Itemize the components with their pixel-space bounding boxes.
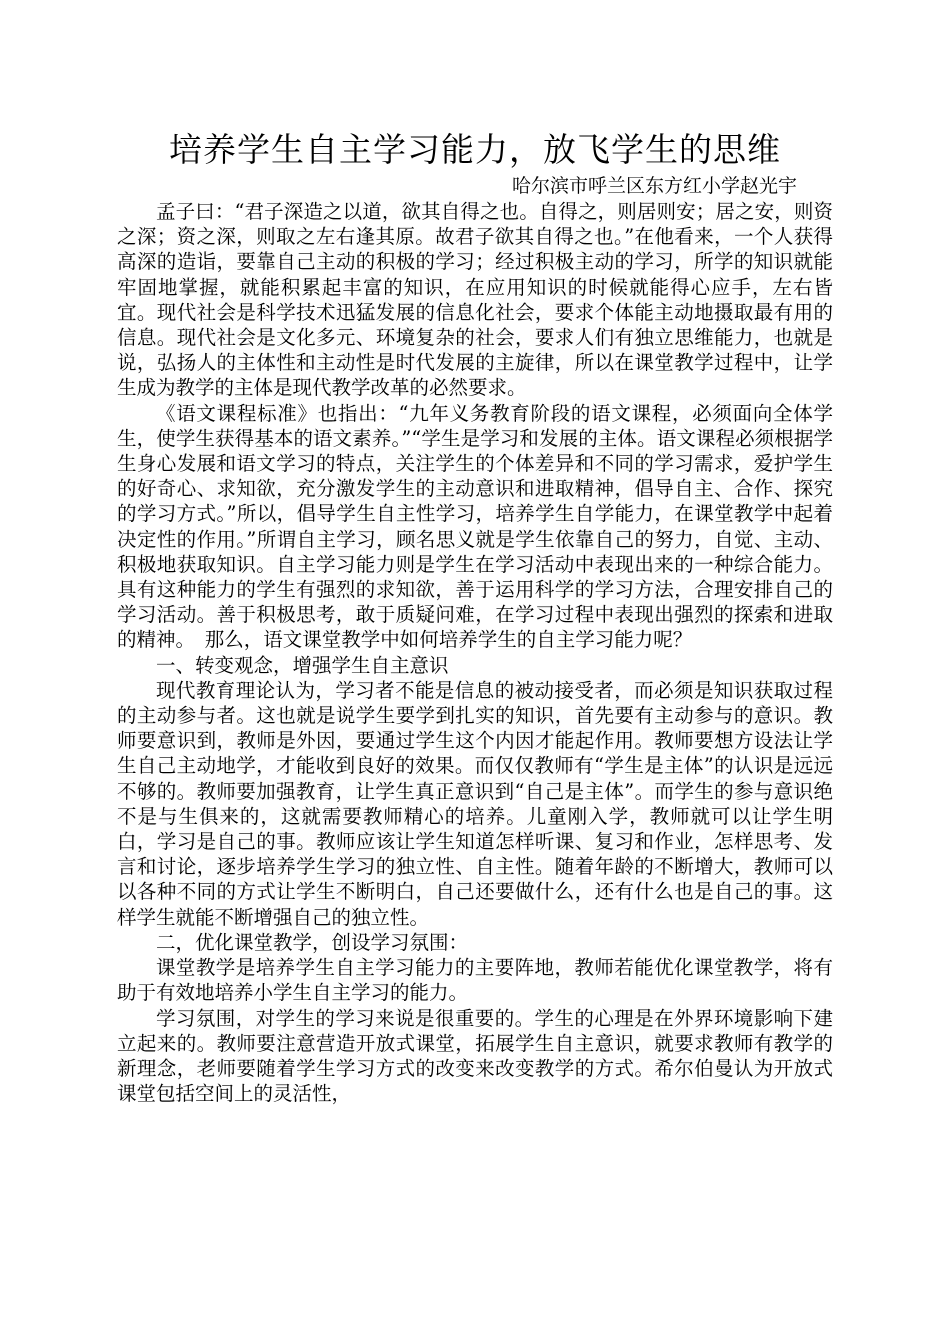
section-heading-1: 一、转变观念，增强学生自主意识 [156, 653, 449, 677]
paragraph-mencius-quote: 孟子曰：“君子深造之以道，欲其自得之也。自得之，则居则安；居之安，则资之深；资之深，则取之左右逢其原。故君子欲其自得之也。”在他看来，一个人获得高深的造诣，要靠自己主动的积极的学习；经过积极主动的学习，所学的知识就能牢固地掌握，就能积累起丰富的知识，在应用知识的时候就能得心应手，左右皆宜。现代社会是科学技术迅猛发展的信息化社会，要求个体能主动地摄取最有用的信息。现代社会是文化多元、环境复杂的社会，要求人们有独立思维能力，也就是说，弘扬人的主体性和主动性是时代发展的主旋律，所以在课堂教学过程中，让学生成为教学的主体是现代教学改革的必然要求。 [117, 200, 833, 400]
paragraph-modern-education-theory: 现代教育理论认为，学习者不能是信息的被动接受者，而必须是知识获取过程的主动参与者。这也就是说学生要学到扎实的知识，首先要有主动参与的意识。教师要意识到，教师是外因，要通过学生这个内因才能起作用。教师要想方设法让学生自己主动地学，才能收到良好的效果。而仅仅教师有“学生是主体”的认识是远远不够的。教师要加强教育，让学生真正意识到“自己是主体”。而学生的参与意识绝不是与生俱来的，这就需要教师精心的培养。儿童刚入学，教师就可以让学生明白，学习是自己的事。教师应该让学生知道怎样听课、复习和作业，怎样思考、发言和讨论，逐步培养学生学习的独立性、自主性。随着年龄的不断增大，教师可以以各种不同的方式让学生不断明白，自己还要做什么，还有什么也是自己的事。这样学生就能不断增强自己的独立性。 [117, 678, 833, 929]
author-line: 哈尔滨市呼兰区东方红小学赵光宇 [511, 175, 797, 197]
document-page [117, 128, 833, 1106]
section-heading-2: 二，优化课堂教学，创设学习氛围： [156, 930, 469, 954]
paragraph-curriculum-standard: 《语文课程标准》也指出：“九年义务教育阶段的语文课程，必须面向全体学生，使学生获得基本的语文素养。”“学生是学习和发展的主体。语文课程必须根据学生身心发展和语文学习的特点，关注学生的个体差异和不同的学习需求，爱护学生的好奇心、求知欲，充分激发学生的主动意识和进取精神，倡导自主、合作、探究的学习方式。”所以，倡导学生自主性学习，培养学生自学能力，在课堂教学中起着决定性的作用。”所谓自主学习，顾名思义就是学生依靠自己的努力，自觉、主动、积极地获取知识。自主学习能力则是学生在学习活动中表现出来的一种综合能力。具有这种能力的学生有强烈的求知欲，善于运用科学的学习方法，合理安排自己的学习活动。善于积极思考，敢于质疑问难，在学习过程中表现出强烈的探索和进取的精神。 那么，语文课堂教学中如何培养学生的自主学习能力呢？ [117, 401, 833, 652]
paragraph-classroom-teaching: 课堂教学是培养学生自主学习能力的主要阵地，教师若能优化课堂教学，将有助于有效地培养小学生自主学习的能力。 [117, 956, 833, 1005]
document-body [117, 199, 833, 1106]
paragraph-learning-atmosphere: 学习氛围，对学生的学习来说是很重要的。学生的心理是在外界环境影响下建立起来的。教师要注意营造开放式课堂，拓展学生自主意识，就要求教师有教学的新理念，老师要随着学生学习方式的改变来改变教学的方式。希尔伯曼认为开放式课堂包括空间上的灵活性， [117, 1006, 833, 1106]
document-title: 培养学生自主学习能力，放飞学生的思维 [169, 130, 781, 169]
